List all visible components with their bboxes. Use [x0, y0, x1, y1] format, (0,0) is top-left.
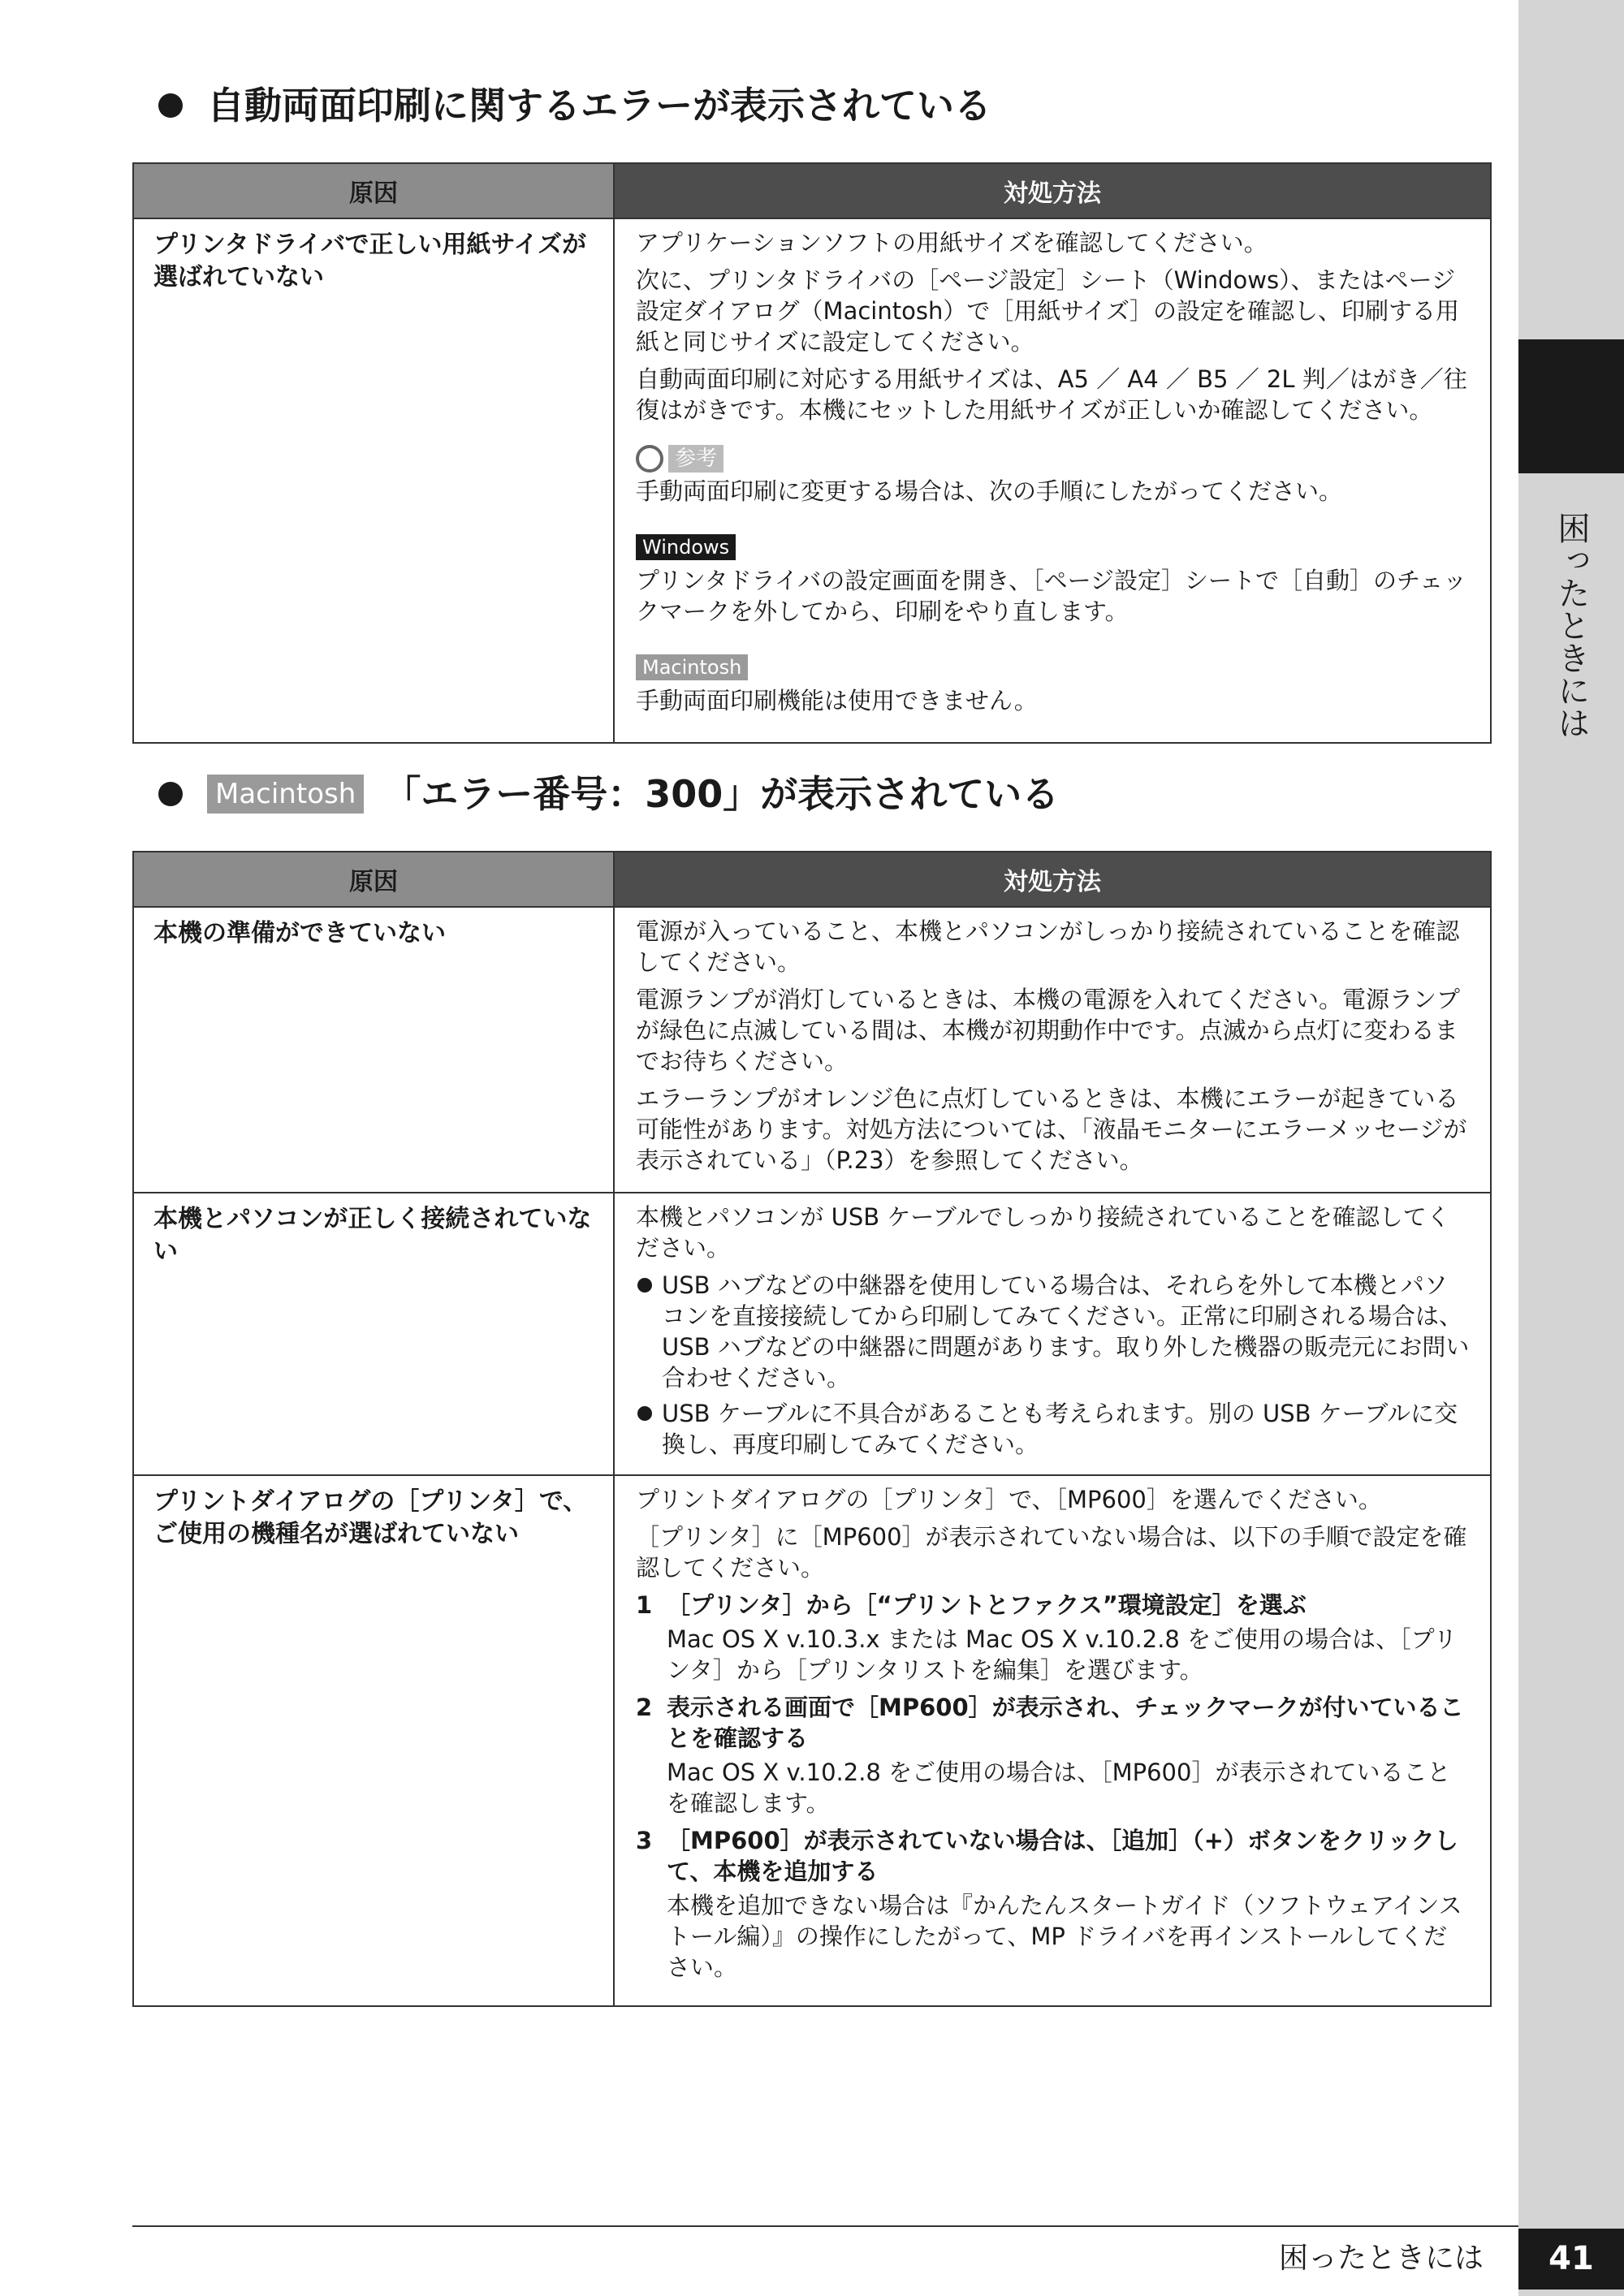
solution-text: ［プリンタ］に［MP600］が表示されていない場合は、以下の手順で設定を確認してください。 [636, 1523, 1467, 1582]
table-row [133, 1193, 1491, 1475]
solution-text: 自動両面印刷に対応する用紙サイズは、A5 ／ A4 ／ B5 ／ 2L 判／はがき／往復はがきです。本機にセットした用紙サイズが正しいか確認してください。 [636, 365, 1467, 424]
solution-text: アプリケーションソフトの用紙サイズを確認してください。 [636, 229, 1268, 257]
step-text: 表示される画面で［MP600］が表示され、チェックマークが付いていることを確認する [667, 1694, 1464, 1752]
col-solution-header: 対処方法 [614, 163, 1491, 218]
macintosh-badge: Macintosh [636, 654, 748, 680]
col-cause-header: 原因 [133, 163, 614, 218]
macintosh-badge: Macintosh [207, 775, 364, 814]
solution-text: 次に、プリンタドライバの［ページ設定］シート（Windows）、またはページ設定ダイアログ（Macintosh）で［用紙サイズ］の設定を確認し、印刷する用紙と同じサイズに設定してください。 [636, 266, 1460, 356]
solution-cell [614, 1193, 1491, 1475]
footer-section-label: 困ったときには [1279, 2242, 1484, 2275]
cause-cell: 本機の準備ができていない [133, 907, 614, 1193]
step-text: ［プリンタ］から［“プリントとファクス”環境設定］を選ぶ [667, 1591, 1307, 1619]
col-solution-header: 対処方法 [614, 852, 1491, 907]
bullet-icon [158, 782, 183, 806]
col-cause-header: 原因 [133, 852, 614, 907]
section1-title-text: 自動両面印刷に関するエラーが表示されている [207, 84, 991, 127]
table-row [133, 218, 1491, 743]
macintosh-text: 手動両面印刷機能は使用できません。 [636, 687, 1038, 714]
list-item: USB ケーブルに不具合があることも考えられます。別の USB ケーブルに交換し、再度印刷してみてください。 [636, 1398, 1471, 1460]
section2-title-text: 「エラー番号：300」が表示されている [383, 772, 1060, 816]
solution-text: エラーランプがオレンジ色に点灯しているときは、本機にエラーが起きている可能性があります。対処方法については、「液晶モニターにエラーメッセージが表示されている」（P.23）を参照してください。 [636, 1085, 1467, 1174]
step-note: Mac OS X v.10.2.8 をご使用の場合は、［MP600］が表示されていることを確認します。 [667, 1759, 1451, 1817]
solution-text: 電源が入っていること、本機とパソコンがしっかり接続されていることを確認してください。 [636, 917, 1460, 976]
step-number: 1 [636, 1591, 653, 1619]
windows-badge: Windows [636, 534, 736, 560]
table-header-row [133, 163, 1491, 218]
section1-title [158, 81, 991, 130]
reference-note [636, 445, 1471, 473]
paperclip-icon [636, 445, 663, 473]
cause-cell: プリンタドライバで正しい用紙サイズが選ばれていない [133, 218, 614, 743]
solution-text: 電源ランプが消灯しているときは、本機の電源を入れてください。電源ランプが緑色に点滅している間は、本機が初期動作中です。点滅から点灯に変わるまでお待ちください。 [636, 986, 1461, 1075]
step-2 [636, 1692, 1471, 1754]
step-1 [636, 1590, 1471, 1621]
section2-title [158, 770, 1059, 818]
reference-label: 参考 [668, 445, 723, 473]
solution-text: 本機とパソコンが USB ケーブルでしっかり接続されていることを確認してください。 [636, 1203, 1450, 1262]
section2-table [132, 851, 1492, 2007]
list-item: USB ハブなどの中継器を使用している場合は、それらを外して本機とパソコンを直接接続してから印刷してみてください。正常に印刷される場合は、USB ハブなどの中継器に問題があります。取り外した機器の販売元にお問い合わせください。 [636, 1270, 1471, 1393]
section1-table [132, 162, 1492, 744]
chapter-marker [1518, 339, 1624, 473]
step-text: ［MP600］が表示されていない場合は、［追加］（+）ボタンをクリックして、本機を追加する [667, 1827, 1458, 1885]
bullet-list [636, 1270, 1471, 1460]
solution-cell [614, 218, 1491, 743]
solution-cell [614, 1475, 1491, 2006]
footer-divider [132, 2225, 1518, 2227]
step-3 [636, 1825, 1471, 1887]
bullet-icon [158, 93, 183, 118]
solution-cell [614, 907, 1491, 1193]
cause-cell: プリントダイアログの［プリンタ］で、ご使用の機種名が選ばれていない [133, 1475, 614, 2006]
page-number: 41 [1518, 2229, 1624, 2290]
step-number: 3 [636, 1827, 653, 1854]
step-number: 2 [636, 1694, 653, 1721]
windows-text: プリンタドライバの設定画面を開き、［ページ設定］シートで［自動］のチェックマークを外してから、印刷をやり直します。 [636, 567, 1467, 625]
cause-cell: 本機とパソコンが正しく接続されていない [133, 1193, 614, 1475]
step-note: 本機を追加できない場合は『かんたんスタートガイド（ソフトウェアインストール編）』の操作にしたがって、MP ドライバを再インストールしてください。 [667, 1892, 1462, 1981]
table-row [133, 907, 1491, 1193]
solution-text: プリントダイアログの［プリンタ］で、［MP600］を選んでください。 [636, 1486, 1382, 1513]
table-row [133, 1475, 1491, 2006]
side-tab-label: 困ったときには [1553, 511, 1590, 739]
step-note: Mac OS X v.10.3.x または Mac OS X v.10.2.8 をご使用の場合は、［プリンタ］から［プリンタリストを編集］を選びます。 [667, 1625, 1458, 1684]
reference-text: 手動両面印刷に変更する場合は、次の手順にしたがってください。 [636, 477, 1343, 505]
table-header-row [133, 852, 1491, 907]
